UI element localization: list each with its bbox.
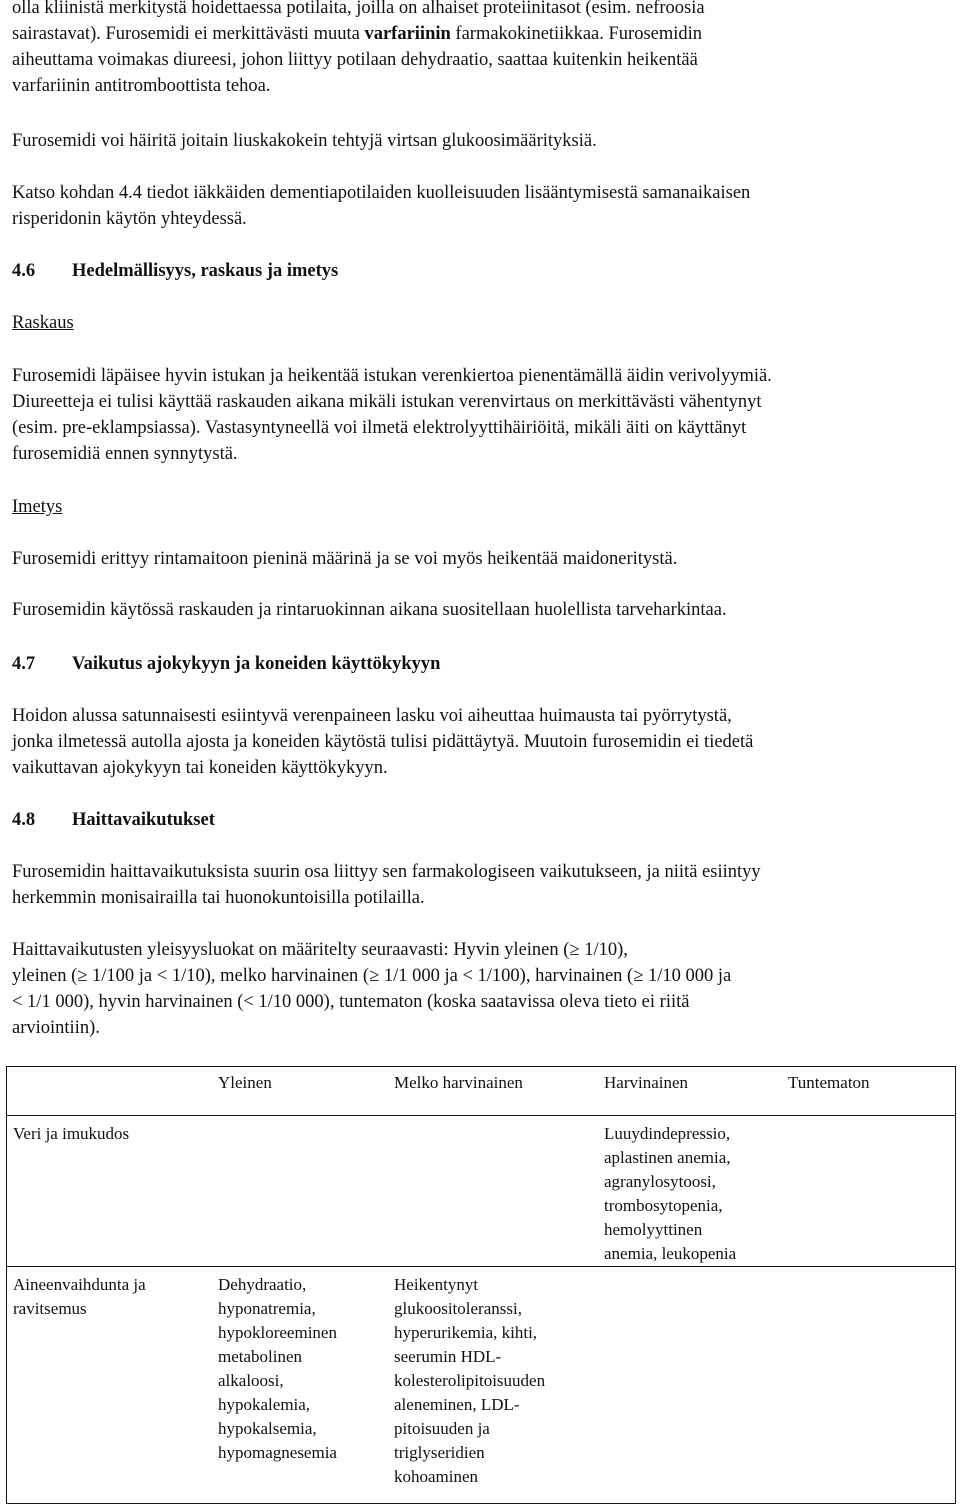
row-category-cell <box>7 1116 219 1267</box>
cell-harvinainen <box>604 1267 788 1504</box>
cell-text: ravitsemus <box>13 1299 87 1318</box>
cell-harvinainen <box>604 1116 788 1267</box>
cell-tuntematon <box>788 1267 956 1504</box>
section-heading-4-8 <box>12 807 942 833</box>
header-cell-melko-harvinainen: Melko harvinainen <box>394 1067 604 1116</box>
cell-text: hemolyyttinen <box>604 1220 703 1239</box>
section-number: 4.8 <box>12 810 36 830</box>
text-line: varfariinin antitromboottista tehoa. <box>12 76 271 96</box>
adverse-effects-table <box>6 1066 956 1504</box>
cell-text: glukoositoleranssi, <box>394 1299 522 1318</box>
text-line: aiheuttama voimakas diureesi, johon liittyy potilaan dehydraatio, saattaa kuitenkin heikentää <box>12 50 698 70</box>
section-title: Hedelmällisyys, raskaus ja imetys <box>72 261 339 281</box>
cell-text: Dehydraatio, <box>218 1275 307 1294</box>
header-cell-harvinainen: Harvinainen <box>604 1067 788 1116</box>
cell-yleinen <box>218 1267 394 1504</box>
text-line: olla kliinistä merkitystä hoidettaessa potilaita, joilla on alhaiset proteiinitasot (esim. nefroosia <box>12 0 705 18</box>
cell-text: hypomagnesemia <box>218 1443 337 1462</box>
table-row <box>7 1116 956 1267</box>
section-title: Vaikutus ajokykyyn ja koneiden käyttökykyyn <box>72 654 441 674</box>
cell-text: aleneminen, LDL- <box>394 1395 520 1414</box>
header-cell-empty <box>7 1067 219 1116</box>
cell-text: kohoaminen <box>394 1467 479 1486</box>
cell-text: Veri ja imukudos <box>13 1124 130 1143</box>
text-line: (esim. pre-eklampsiassa). Vastasyntyneellä voi ilmetä elektrolyyttihäiriöitä, mikäli äiti on käyttänyt <box>12 418 747 438</box>
text-line: jonka ilmetessä autolla ajosta ja koneiden käytöstä tulisi pidättäytyä. Muutoin furosemidin ei tiedetä <box>12 732 754 752</box>
cell-text: metabolinen <box>218 1347 303 1366</box>
text-line: Katso kohdan 4.4 tiedot iäkkäiden dementiapotilaiden kuolleisuuden lisääntymisestä samanaikaisen <box>12 183 751 203</box>
section-heading-4-6 <box>12 258 942 284</box>
text-line: herkemmin monisairailla tai huonokuntoisilla potilailla. <box>12 888 425 908</box>
cell-yleinen <box>218 1116 394 1267</box>
cell-text: alkaloosi, <box>218 1371 284 1390</box>
paragraph-glucose: Furosemidi voi häiritä joitain liuskakokein tehtyjä virtsan glukoosimäärityksiä. <box>12 131 597 151</box>
paragraph-katso <box>12 180 942 232</box>
text-line: Hoidon alussa satunnaisesti esiintyvä verenpaineen lasku voi aiheuttaa huimausta tai pyörrytystä, <box>12 706 732 726</box>
section-number: 4.6 <box>12 261 36 281</box>
cell-text: hypokalsemia, <box>218 1419 317 1438</box>
text-line: arviointiin). <box>12 1018 100 1038</box>
text-line: Furosemidi läpäisee hyvin istukan ja heikentää istukan verenkiertoa pienentämällä äidin verivolyymiä. <box>12 366 772 386</box>
cell-text: trombosytopenia, <box>604 1196 723 1215</box>
section-title: Haittavaikutukset <box>72 810 215 830</box>
paragraph-haittavaikutukset <box>12 859 942 911</box>
text-line: furosemidiä ennen synnytystä. <box>12 444 238 464</box>
paragraph-ajokyky <box>12 703 942 781</box>
text-line: Diureetteja ei tulisi käyttää raskauden aikana mikäli istukan verenvirtaus on merkittävästi vähentynyt <box>12 392 762 412</box>
paragraph-intro <box>12 0 942 99</box>
text-span: farmakokinetiikkaa. Furosemidin <box>450 24 703 44</box>
table-header-row <box>7 1067 956 1116</box>
paragraph-imetys-2: Furosemidin käytössä raskauden ja rintaruokinnan aikana suositellaan huolellista tarveharkintaa. <box>12 600 727 620</box>
section-heading-4-7 <box>12 651 942 677</box>
cell-melko-harvinainen <box>394 1267 604 1504</box>
cell-text: seerumin HDL- <box>394 1347 502 1366</box>
cell-melko-harvinainen <box>394 1116 604 1267</box>
subheading-raskaus: Raskaus <box>12 313 74 333</box>
paragraph-imetys-1: Furosemidi erittyy rintamaitoon pieninä määrinä ja se voi myös heikentää maidoneritystä. <box>12 549 678 569</box>
paragraph-frequency-classes <box>12 937 942 1041</box>
cell-text: pitoisuuden ja <box>394 1419 490 1438</box>
text-line: yleinen (≥ 1/100 ja < 1/10), melko harvinainen (≥ 1/1 000 ja < 1/100), harvinainen (≥ 1/10 000 ja <box>12 966 732 986</box>
cell-text: kolesterolipitoisuuden <box>394 1371 546 1390</box>
cell-text: hyponatremia, <box>218 1299 316 1318</box>
text-line: < 1/1 000), hyvin harvinainen (< 1/10 000), tuntematon (koska saatavissa oleva tieto ei riitä <box>12 992 690 1012</box>
header-cell-yleinen: Yleinen <box>218 1067 394 1116</box>
paragraph-raskaus <box>12 363 942 467</box>
cell-text: aplastinen anemia, <box>604 1148 731 1167</box>
text-line: risperidonin käytön yhteydessä. <box>12 209 247 229</box>
cell-text: agranylosytoosi, <box>604 1172 716 1191</box>
table-row <box>7 1267 956 1504</box>
subheading-imetys: Imetys <box>12 497 63 517</box>
text-line: vaikuttavan ajokykyyn tai koneiden käyttökykyyn. <box>12 758 388 778</box>
cell-text: hypokalemia, <box>218 1395 311 1414</box>
text-span: sairastavat). Furosemidi ei merkittävästi muuta <box>12 24 365 44</box>
cell-text: hypokloreeminen <box>218 1323 337 1342</box>
cell-text: Luuydindepressio, <box>604 1124 731 1143</box>
row-category-cell <box>7 1267 219 1504</box>
header-cell-tuntematon: Tuntematon <box>788 1067 956 1116</box>
bold-term: varfariinin <box>364 24 451 44</box>
cell-text: hyperurikemia, kihti, <box>394 1323 538 1342</box>
text-line <box>12 24 702 44</box>
text-line: Furosemidin haittavaikutuksista suurin osa liittyy sen farmakologiseen vaikutukseen, ja niitä esiintyy <box>12 862 761 882</box>
cell-text: Aineenvaihdunta ja <box>13 1275 146 1294</box>
cell-text: triglyseridien <box>394 1443 485 1462</box>
section-number: 4.7 <box>12 654 36 674</box>
text-line: Haittavaikutusten yleisyysluokat on määritelty seuraavasti: Hyvin yleinen (≥ 1/10), <box>12 940 628 960</box>
cell-text: anemia, leukopenia <box>604 1244 737 1263</box>
cell-tuntematon <box>788 1116 956 1267</box>
cell-text: Heikentynyt <box>394 1275 479 1294</box>
